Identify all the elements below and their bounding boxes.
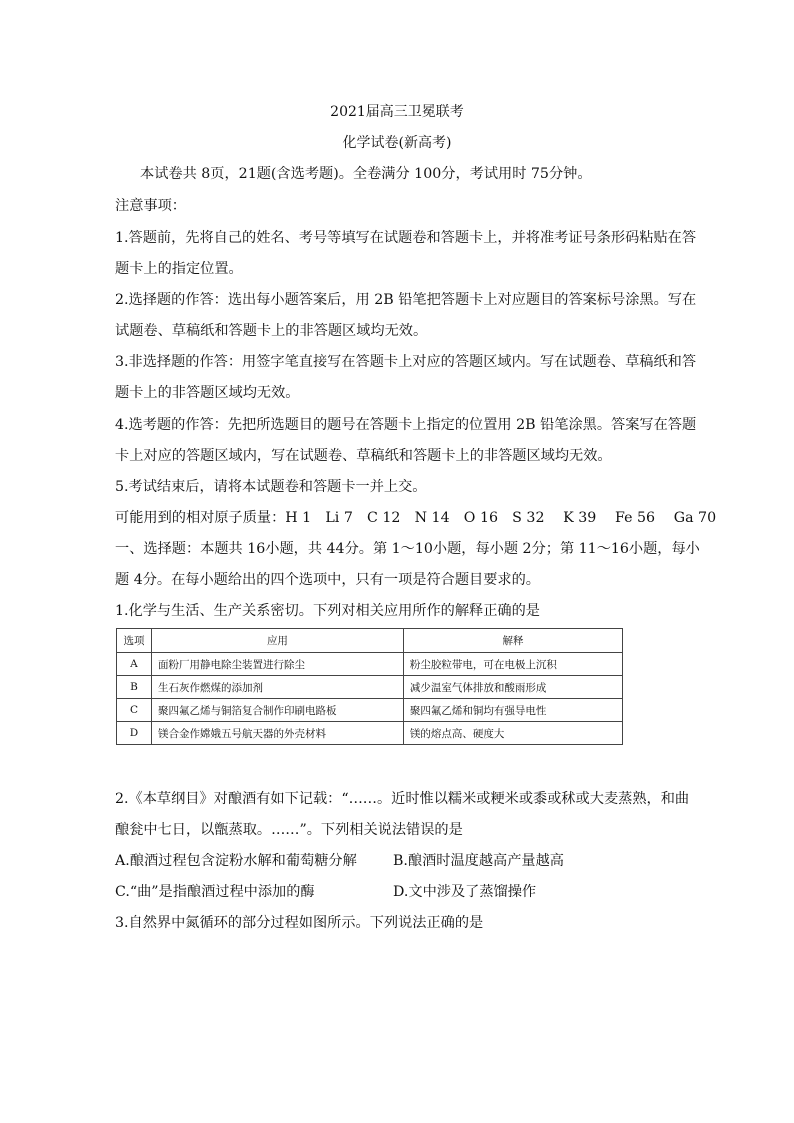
application-cell: 镁合金作嫦娥五号航天器的外壳材料: [151, 722, 403, 745]
table-row: [117, 653, 623, 676]
exam-title: 2021届高三卫冕联考: [330, 104, 464, 120]
table-header-cell: 应用: [151, 629, 403, 653]
question-2-option-d: D.文中涉及了蒸馏操作: [393, 884, 537, 900]
table-row: [117, 676, 623, 699]
atomic-masses: 可能用到的相对原子质量：H 1 Li 7 C 12 N 14 O 16 S 32 K 39 Fe 56 Ga 70: [115, 510, 717, 526]
note-line: 1.答题前，先将自己的姓名、考号等填写在试题卷和答题卡上，并将准考证号条形码粘贴在答: [115, 230, 697, 246]
table-row: [117, 699, 623, 722]
question-3-stem: 3.自然界中氮循环的部分过程如图所示。下列说法正确的是: [115, 915, 484, 931]
question-2-stem-cont: 酿瓮中七日，以甑蒸取。……”。下列相关说法错误的是: [115, 822, 463, 838]
explanation-cell: 减少温室气体排放和酸雨形成: [403, 676, 622, 699]
question-2-stem: 2.《本草纲目》对酿酒有如下记载：“……。近时惟以糯米或粳米或黍或秫或大麦蒸熟，和曲: [115, 791, 690, 807]
question-1-stem: 1.化学与生活、生产关系密切。下列对相关应用所作的解释正确的是: [115, 603, 540, 619]
application-cell: 面粉厂用静电除尘装置进行除尘: [151, 653, 403, 676]
application-cell: 聚四氟乙烯与铜箔复合制作印刷电路板: [151, 699, 403, 722]
explanation-cell: 镁的熔点高、硬度大: [403, 722, 622, 745]
explanation-cell: 聚四氟乙烯和铜均有强导电性: [403, 699, 622, 722]
note-line: 3.非选择题的作答：用签字笔直接写在答题卡上对应的答题区域内。写在试题卷、草稿纸和答: [115, 354, 697, 370]
note-line: 2.选择题的作答：选出每小题答案后，用 2B 铅笔把答题卡上对应题目的答案标号涂黑。写在: [115, 292, 697, 308]
note-line: 4.选考题的作答：先把所选题目的题号在答题卡上指定的位置用 2B 铅笔涂黑。答案写在答题: [115, 417, 697, 433]
question-1-table: [116, 628, 623, 745]
option-letter: B: [117, 676, 152, 699]
question-2-option-c: C.“曲”是指酿酒过程中添加的酶: [115, 884, 315, 900]
table-header-cell: 解释: [403, 629, 622, 653]
table-header-cell: 选项: [117, 629, 152, 653]
note-line: 卡上对应的答题区域内，写在试题卷、草稿纸和答题卡上的非答题区域均无效。: [115, 448, 612, 464]
section-heading: 一、选择题：本题共 16小题，共 44分。第 1～10小题，每小题 2分；第 11～16小题，每小: [115, 541, 700, 557]
question-2-option-a: A.酿酒过程包含淀粉水解和葡萄糖分解: [115, 853, 357, 869]
question-2-option-b: B.酿酒时温度越高产量越高: [393, 853, 564, 869]
option-letter: A: [117, 653, 152, 676]
option-letter: C: [117, 699, 152, 722]
application-cell: 生石灰作燃煤的添加剂: [151, 676, 403, 699]
note-line: 试题卷、草稿纸和答题卡上的非答题区域均无效。: [115, 323, 428, 339]
table-header-row: [117, 629, 623, 653]
notes-heading: 注意事项：: [115, 198, 186, 214]
option-letter: D: [117, 722, 152, 745]
table-row: [117, 722, 623, 745]
note-line: 题卡上的非答题区域均无效。: [115, 385, 300, 401]
explanation-cell: 粉尘胶粒带电，可在电极上沉积: [403, 653, 622, 676]
exam-intro: 本试卷共 8页，21题(含选考题)。全卷满分 100分，考试用时 75分钟。: [140, 166, 592, 182]
section-heading-cont: 题 4分。在每小题给出的四个选项中，只有一项是符合题目要求的。: [115, 572, 540, 588]
note-line: 题卡上的指定位置。: [115, 261, 243, 277]
exam-subtitle: 化学试卷(新高考): [342, 135, 452, 151]
note-line: 5.考试结束后，请将本试题卷和答题卡一并上交。: [115, 479, 427, 495]
